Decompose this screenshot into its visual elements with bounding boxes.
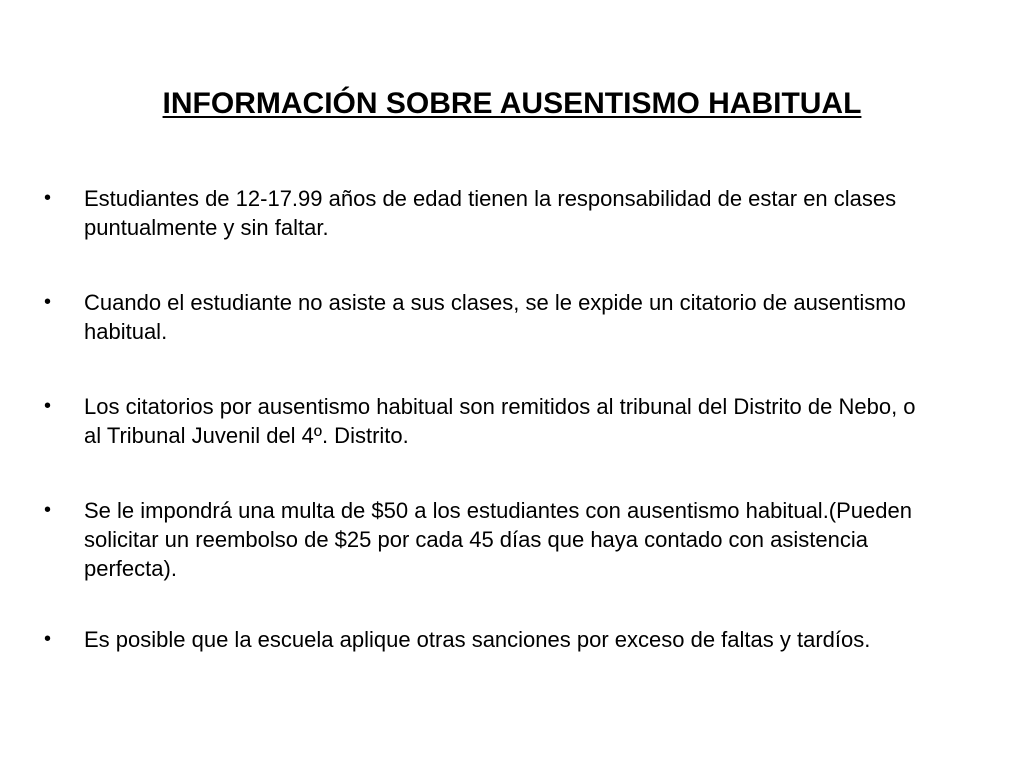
- list-item: [0, 392, 1024, 450]
- list-item: [0, 625, 1024, 654]
- bullet-text: Cuando el estudiante no asiste a sus clases, se le expide un citatorio de ausentismo habitual.: [84, 290, 906, 344]
- slide-title: INFORMACIÓN SOBRE AUSENTISMO HABITUAL: [162, 87, 862, 120]
- bullet-dot-icon: •: [44, 291, 52, 313]
- list-item: [0, 288, 1024, 346]
- bullet-text: Es posible que la escuela aplique otras sanciones por exceso de faltas y tardíos.: [84, 627, 871, 652]
- list-item: [0, 496, 1024, 583]
- bullet-text: Se le impondrá una multa de $50 a los estudiantes con ausentismo habitual.(Pueden solicitar un reembolso de $25 por cada 45 días que haya contado con asistencia perfecta).: [84, 498, 912, 581]
- bullet-dot-icon: •: [44, 395, 52, 417]
- list-item: [0, 184, 1024, 242]
- bullet-dot-icon: •: [44, 628, 52, 650]
- bullet-dot-icon: •: [44, 187, 52, 209]
- bullet-list: [0, 184, 1024, 700]
- bullet-dot-icon: •: [44, 499, 52, 521]
- bullet-text: Los citatorios por ausentismo habitual son remitidos al tribunal del Distrito de Nebo, o al Tribunal Juvenil del 4º. Distrito.: [84, 394, 916, 448]
- bullet-text: Estudiantes de 12-17.99 años de edad tienen la responsabilidad de estar en clases puntualmente y sin faltar.: [84, 186, 897, 240]
